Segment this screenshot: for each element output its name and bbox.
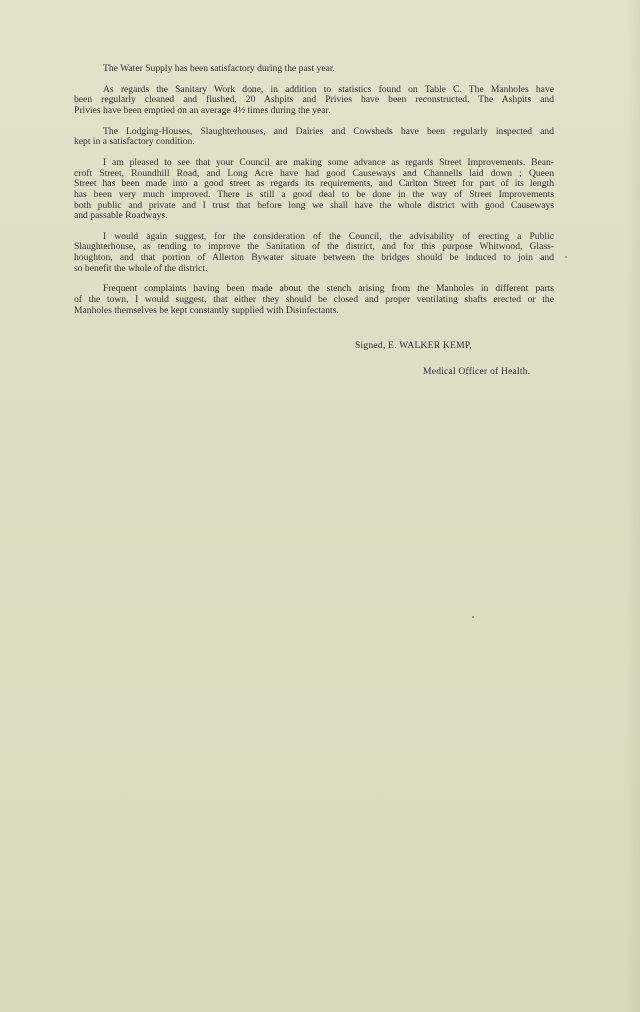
text-line: As regards the Sanitary Work done, in addition to statistics found on Table C. The Manholes have <box>103 83 554 95</box>
text-line: Street has been made into a good street as regards its requirements, and Carlton Street for part of its length <box>74 178 554 190</box>
text-line: has been very much improved. There is still a good deal to be done in the way of Street Improvements <box>74 188 554 200</box>
paragraph-lodging-houses <box>74 127 554 148</box>
text-line: Frequent complaints having been made about the stench arising from the Manholes in different parts <box>103 283 554 295</box>
paragraph-sanitary-work <box>74 85 554 117</box>
signature-line: Signed, E. WALKER KEMP, <box>355 340 472 351</box>
text-line: The Lodging-Houses, Slaughterhouses, and Dairies and Cowsheds have been regularly inspected and <box>103 125 554 137</box>
text-line: croft Street, Roundhill Road, and Long Acre have had good Causeways and Channells laid down ; Queen <box>74 167 554 179</box>
text-line: I am pleased to see that your Council are making some advance as regards Street Improvements. Bean- <box>103 157 554 169</box>
text-line: so benefit the whole of the district. <box>74 262 208 274</box>
text-line: Manholes themselves be kept constantly supplied with Disinfectants. <box>74 304 339 316</box>
text-line: kept in a satisfactory condition. <box>74 136 195 148</box>
paragraph-public-slaughterhouse <box>74 232 554 274</box>
text-line: both public and private and I trust that before long we shall have the whole district with good Causeways <box>74 199 554 211</box>
text-line: of the town, I would suggest, that either they should be closed and proper ventilating shafts erected or the <box>74 294 554 306</box>
text-line: been regularly cleaned and flushed, 20 Ashpits and Privies have been reconstructed. The Ashpits and <box>74 94 554 106</box>
paper-speck <box>565 256 567 258</box>
paper-speck <box>472 616 474 618</box>
text-line: The Water Supply has been satisfactory during the past year. <box>103 63 335 74</box>
paragraph-water-supply <box>74 64 554 75</box>
text-line: and passable Roadways. <box>74 210 168 222</box>
text-line: Privies have been emptied on an average 4½ times during the year. <box>74 104 331 116</box>
text-line: Slaughterhouse, as tending to improve the Sanitation of the district, and for this purpose Whitwood, Glass- <box>74 241 554 253</box>
signatory-title: Medical Officer of Health. <box>423 366 531 377</box>
page-edge-shadow <box>626 0 640 1012</box>
report-body <box>74 64 554 326</box>
text-line: I would again suggest, for the consideration of the Council, the advisability of erecting a Public <box>103 230 554 242</box>
text-line: houghton, and that portion of Allerton Bywater situate between the bridges should be induced to join and <box>74 252 554 264</box>
paragraph-manhole-complaints <box>74 284 554 316</box>
paragraph-street-improvements <box>74 158 554 222</box>
